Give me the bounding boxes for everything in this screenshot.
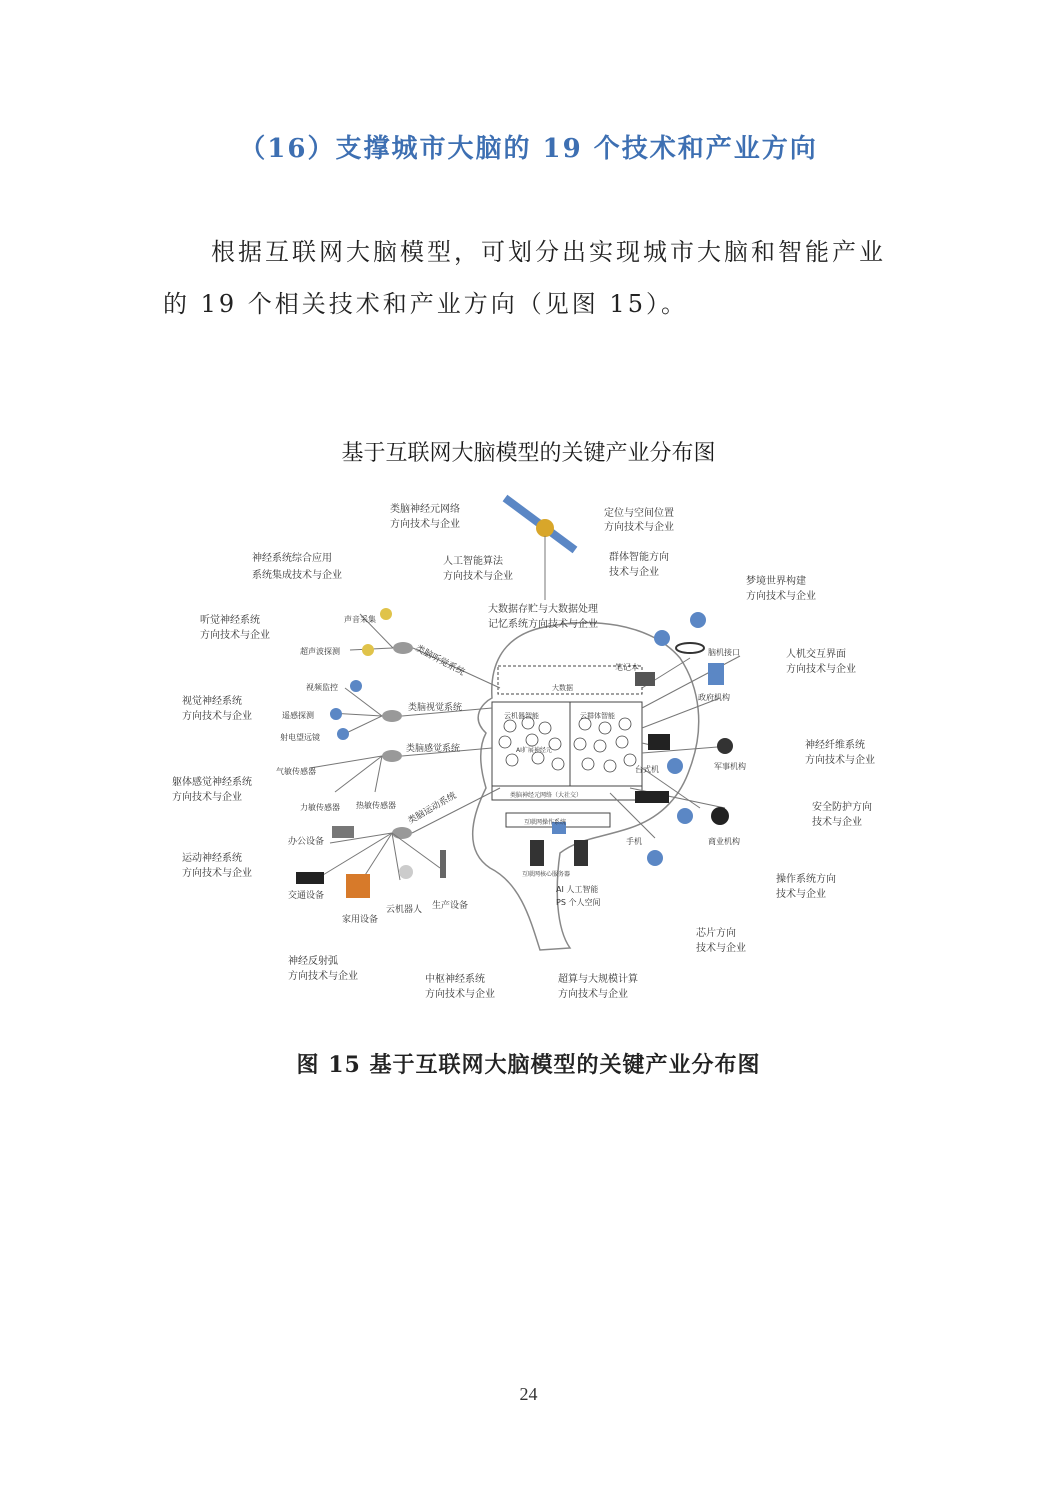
brain-ai-legend: AI 人工智能 (556, 885, 599, 894)
brain-cloud-swarm: 云群体智能 (580, 712, 615, 720)
device-video: 视频监控 (306, 683, 338, 692)
dir-4-line1: 人工智能算法 (443, 556, 503, 567)
dir-6-line1: 梦境世界构建 (746, 576, 806, 587)
dir-13-line1: 安全防护方向 (812, 802, 872, 813)
dir-2-line2: 方向技术与企业 (604, 522, 674, 533)
dir-9-line1: 人机交互界面 (786, 649, 846, 660)
dir-16-line1: 芯片方向 (696, 928, 736, 939)
device-desktop: 台式机 (635, 765, 659, 774)
dir-4-line2: 方向技术与企业 (443, 571, 513, 582)
system-sensory: 类脑感觉系统 (406, 744, 461, 754)
dir-12-line2: 方向技术与企业 (172, 792, 242, 803)
dir-19-line2: 方向技术与企业 (558, 989, 628, 1000)
dir-5-line1: 群体智能方向 (609, 552, 669, 563)
device-telescope: 射电望远镜 (280, 733, 320, 742)
device-sound: 声音采集 (344, 615, 376, 624)
dir-12-line1: 躯体感觉神经系统 (172, 777, 252, 788)
device-production: 生产设备 (432, 901, 469, 911)
device-robot: 云机器人 (386, 905, 423, 915)
device-gov: 政府机构 (698, 693, 730, 702)
device-military: 军事机构 (714, 762, 746, 771)
device-ultrasound: 超声波探测 (300, 647, 340, 656)
dir-15-line1: 操作系统方向 (776, 874, 836, 885)
system-motor: 类脑运动系统 (406, 790, 459, 827)
dir-3-line1: 神经系统综合应用 (252, 553, 332, 564)
figure-title: 基于互联网大脑模型的关键产业分布图 (341, 441, 716, 466)
dir-7-line1: 听觉神经系统 (200, 615, 260, 626)
device-phone: 手机 (626, 837, 642, 846)
server-right (574, 840, 588, 866)
dir-14-line2: 方向技术与企业 (182, 868, 252, 879)
dir-11-line2: 方向技术与企业 (805, 755, 875, 766)
device-home: 家用设备 (342, 915, 379, 925)
brain-cloud-reflex: 云机器智能 (504, 712, 539, 720)
dir-16-line2: 技术与企业 (696, 943, 746, 954)
page-number: 24 (519, 1384, 538, 1404)
dir-10-line1: 视觉神经系统 (182, 696, 242, 707)
device-heat: 热敏传感器 (356, 801, 396, 810)
figure-caption: 图 15 基于互联网大脑模型的关键产业分布图 (296, 1052, 761, 1078)
dir-13-line2: 技术与企业 (812, 817, 862, 828)
device-gas: 气敏传感器 (276, 767, 316, 776)
device-bci: 脑机接口 (708, 648, 740, 657)
dir-17-line1: 神经反射弧 (288, 956, 338, 967)
brain-neural-net: 类脑神经元网络（大社交） (510, 792, 583, 799)
brain-ps-legend: PS 个人空间 (556, 898, 601, 907)
dir-14-line1: 运动神经系统 (182, 853, 242, 864)
dir-1-line1: 类脑神经元网络 (390, 504, 460, 515)
internet-brain-diagram (160, 488, 900, 1008)
section-title: （16）支撑城市大脑的 19 个技术和产业方向 (239, 134, 818, 164)
device-laptop: 笔记本 (615, 663, 639, 672)
system-auditory: 类脑听觉系统 (413, 643, 466, 679)
dir-3-line2: 系统集成技术与企业 (252, 570, 342, 581)
device-commerce: 商业机构 (708, 837, 740, 846)
dir-5-line2: 技术与企业 (609, 567, 659, 578)
brain-os: 互联网操作系统 (524, 819, 567, 826)
dir-1-line2: 方向技术与企业 (390, 519, 460, 530)
dir-15-line2: 技术与企业 (776, 889, 826, 900)
dir-18-line2: 方向技术与企业 (425, 989, 495, 1000)
device-remote: 遥感探测 (282, 711, 314, 720)
dir-2-line1: 定位与空间位置 (604, 508, 674, 519)
brain-ai-core: AI扩展神经元 (516, 747, 552, 754)
dir-10-line2: 方向技术与企业 (182, 711, 252, 722)
body-paragraph: 根据互联网大脑模型，可划分出实现城市大脑和智能产业的 19 个相关技术和产业方向（见图 15）。 (163, 238, 886, 318)
dir-6-line2: 方向技术与企业 (746, 591, 816, 602)
dir-18-line1: 中枢神经系统 (425, 974, 485, 985)
dir-17-line2: 方向技术与企业 (288, 971, 358, 982)
device-force: 力敏传感器 (300, 803, 340, 812)
satellite-icon (505, 498, 575, 600)
dir-7-line2: 方向技术与企业 (200, 630, 270, 641)
dir-9-line2: 方向技术与企业 (786, 664, 856, 675)
brain-core-server: 互联网核心服务器 (522, 871, 571, 878)
device-traffic: 交通设备 (288, 891, 325, 901)
system-visual: 类脑视觉系统 (408, 703, 463, 713)
dir-19-line1: 超算与大规模计算 (558, 974, 638, 985)
brain-bigdata: 大数据 (552, 684, 573, 692)
device-office: 办公设备 (288, 837, 325, 847)
server-left (530, 840, 544, 866)
dir-11-line1: 神经纤维系统 (805, 740, 865, 751)
dir-8-line2: 记忆系统方向技术与企业 (488, 619, 598, 630)
dir-8-line1: 大数据存贮与大数据处理 (488, 604, 598, 615)
